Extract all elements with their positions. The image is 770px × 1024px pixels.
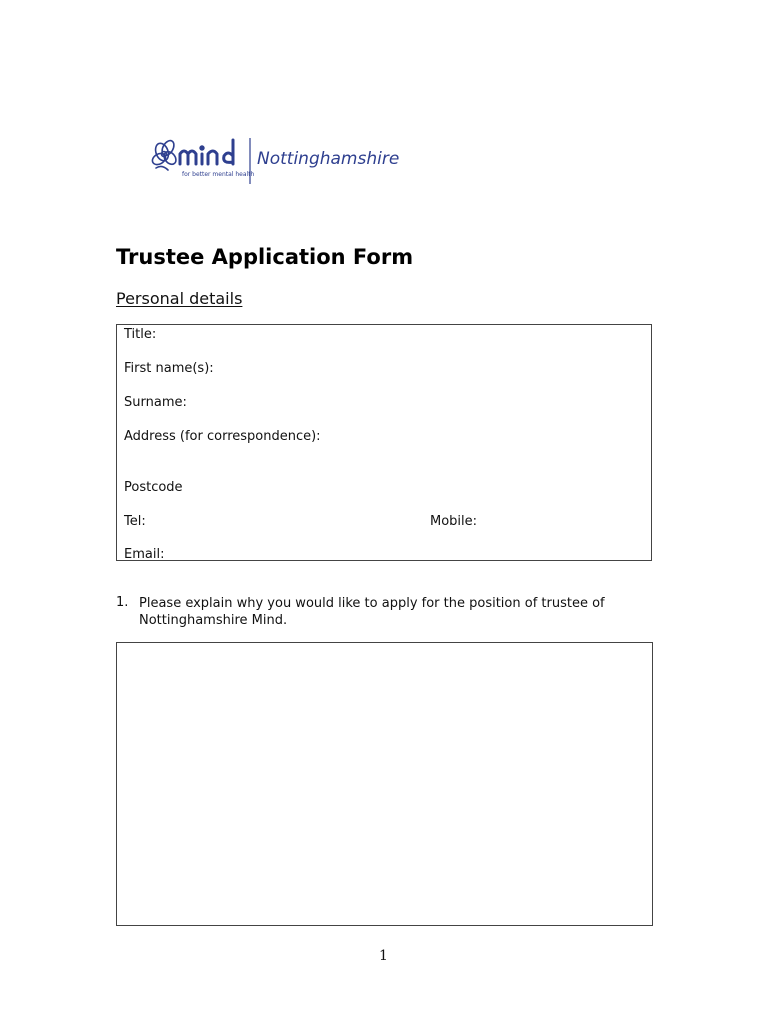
first-names-label: First name(s): — [124, 361, 214, 376]
surname-label: Surname: — [124, 395, 187, 410]
address-label: Address (for correspondence): — [124, 429, 321, 444]
page-number: 1 — [379, 948, 388, 964]
mobile-label: Mobile: — [430, 514, 478, 529]
svg-text:Nottinghamshire: Nottinghamshire — [257, 149, 400, 169]
section-heading-personal-details: Personal details — [116, 289, 243, 308]
personal-details-box — [116, 324, 652, 561]
document-title: Trustee Application Form — [116, 245, 414, 269]
svg-text:for better mental health: for better mental health — [182, 171, 255, 178]
title-label: Title: — [124, 327, 157, 342]
email-label: Email: — [124, 547, 165, 562]
question-1-number: 1. — [116, 595, 129, 610]
question-1-answer-box[interactable] — [116, 642, 653, 926]
postcode-label: Postcode — [124, 480, 183, 495]
logo-graphic — [146, 126, 416, 188]
question-1-text: Please explain why you would like to apply for the position of trustee of Nottinghamshire Mind. — [139, 596, 605, 628]
mind-nottinghamshire-logo — [146, 126, 416, 188]
tel-label: Tel: — [124, 514, 146, 529]
